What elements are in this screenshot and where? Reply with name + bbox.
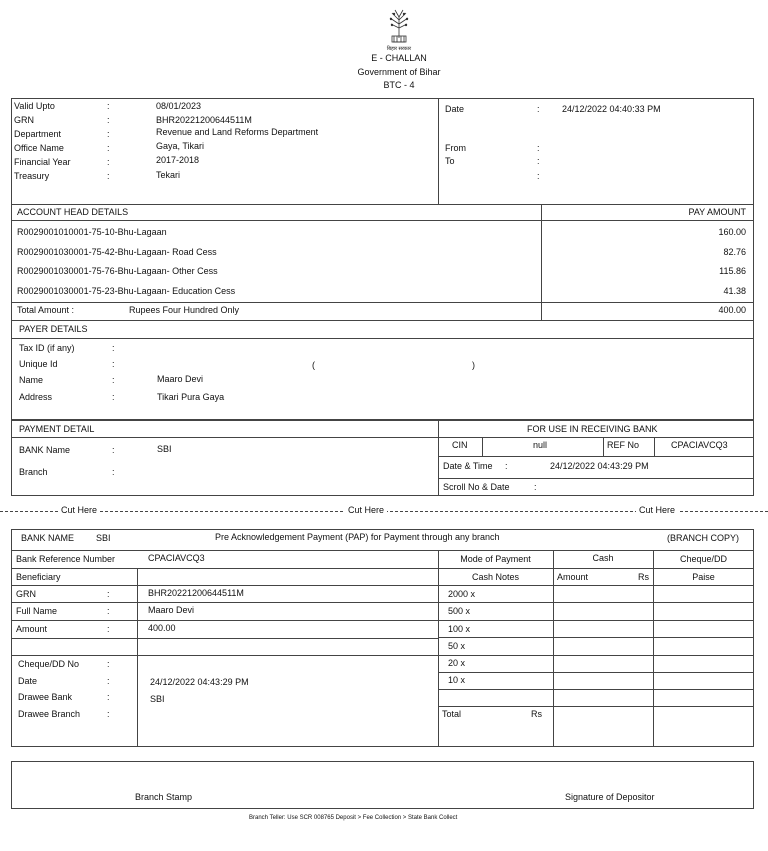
cut-here-left: Cut Here	[58, 505, 100, 516]
cheque-no-label: Cheque/DD No	[18, 659, 80, 669]
rs-col-label: Rs	[638, 572, 649, 582]
bank-use-title: FOR USE IN RECEIVING BANK	[527, 424, 658, 434]
office-value: Gaya, Tikari	[156, 141, 205, 151]
govt-name: Government of Bihar	[357, 67, 441, 77]
account-head-row: R0029001030001-75-42-Bhu-Lagaan- Road Cess	[17, 247, 217, 257]
grn-value: BHR20221200644511M	[156, 115, 252, 125]
valid-upto-value: 08/01/2023	[156, 101, 202, 111]
pay-amount-title: PAY AMOUNT	[688, 207, 746, 217]
department-label: Department	[14, 129, 62, 139]
mode-of-payment-label: Mode of Payment	[460, 554, 531, 564]
date-value: 24/12/2022 04:40:33 PM	[562, 104, 661, 114]
ref-no-value: CPACIAVCQ3	[671, 440, 728, 450]
drawee-bank-value: SBI	[150, 694, 165, 704]
date-label: Date	[445, 104, 465, 114]
bihar-emblem-icon	[384, 8, 414, 48]
branch-label: Branch	[19, 467, 48, 477]
bank-ref-label: Bank Reference Number	[16, 554, 116, 564]
treasury-label: Treasury	[14, 171, 50, 181]
payer-name-label: Name	[19, 375, 44, 385]
fy-value: 2017-2018	[156, 155, 200, 165]
form-code: BTC - 4	[383, 80, 415, 90]
from-label: From	[445, 143, 466, 153]
account-amount: 160.00	[718, 227, 746, 237]
drawee-bank-label: Drawee Bank	[18, 692, 73, 702]
payer-details-title: PAYER DETAILS	[19, 324, 88, 334]
datetime-label: Date & Time	[443, 461, 493, 471]
note-denomination: 10 x	[448, 675, 466, 685]
valid-upto-label: Valid Upto	[14, 101, 55, 111]
beneficiary-label: Beneficiary	[16, 572, 61, 582]
account-head-title: ACCOUNT HEAD DETAILS	[17, 207, 129, 217]
office-label: Office Name	[14, 143, 64, 153]
challan-box	[11, 98, 754, 420]
payment-detail-title: PAYMENT DETAIL	[19, 424, 95, 434]
tax-id-label: Tax ID (if any)	[19, 343, 75, 353]
paise-col-label: Paise	[692, 572, 715, 582]
unique-id-label: Unique Id	[19, 359, 58, 369]
full-name-label: Full Name	[16, 606, 58, 616]
bank-name-label: BANK Name	[19, 445, 71, 455]
cash-notes-label: Cash Notes	[471, 572, 520, 582]
account-amount: 82.76	[723, 247, 746, 257]
treasury-value: Tekari	[156, 170, 181, 180]
cin-label: CIN	[452, 440, 468, 450]
emblem-caption: बिहार सरकार	[386, 46, 412, 52]
account-amount: 115.86	[719, 266, 746, 276]
datetime-value: 24/12/2022 04:43:29 PM	[550, 461, 649, 471]
total-label: Total	[442, 709, 462, 719]
full-name-value: Maaro Devi	[148, 605, 195, 615]
branch-copy-label: (BRANCH COPY)	[667, 533, 740, 543]
account-head-row: R0029001030001-75-76-Bhu-Lagaan- Other Cess	[17, 266, 218, 276]
total-amount-words: Rupees Four Hundred Only	[129, 305, 240, 315]
pap-bank-name-value: SBI	[96, 533, 111, 543]
total-rs-label: Rs	[531, 709, 542, 719]
cut-here-middle: Cut Here	[345, 505, 387, 516]
pap-title: Pre Acknowledgement Payment (PAP) for Payment through any branch	[215, 532, 500, 542]
note-denomination: 2000 x	[448, 589, 476, 599]
scroll-label: Scroll No & Date	[443, 482, 510, 492]
note-denomination: 100 x	[448, 624, 471, 634]
account-amount: 41.38	[723, 286, 746, 296]
to-label: To	[445, 156, 455, 166]
cheque-dd-label: Cheque/DD	[679, 554, 728, 564]
pap-amount-label: Amount	[16, 624, 48, 634]
payer-name-value: Maaro Devi	[157, 374, 204, 384]
fy-label: Financial Year	[14, 157, 71, 167]
cut-here-right: Cut Here	[636, 505, 678, 516]
cin-value: null	[533, 440, 548, 450]
depositor-signature-label: Signature of Depositor	[565, 792, 655, 802]
branch-teller-note: Branch Teller: Use SCR 008765 Deposit > Fee Collection > State Bank Collect	[249, 815, 458, 821]
pap-bank-name-label: BANK NAME	[21, 533, 75, 543]
payer-address-value: Tikari Pura Gaya	[157, 392, 225, 402]
ref-no-label: REF No	[607, 440, 640, 450]
note-denomination: 50 x	[448, 641, 466, 651]
department-value: Revenue and Land Reforms Department	[156, 127, 319, 137]
cash-label: Cash	[592, 553, 614, 563]
amount-col-label: Amount	[557, 572, 589, 582]
pap-grn-value: BHR20221200644511M	[148, 588, 244, 598]
cheque-date-value: 24/12/2022 04:43:29 PM	[150, 677, 249, 687]
note-denomination: 20 x	[448, 658, 466, 668]
cheque-date-label: Date	[18, 676, 38, 686]
challan-title: E - CHALLAN	[371, 53, 427, 63]
bank-name-value: SBI	[157, 444, 172, 454]
grn-label: GRN	[14, 115, 34, 125]
note-denomination: 500 x	[448, 606, 471, 616]
pap-amount-value: 400.00	[148, 623, 176, 633]
drawee-branch-label: Drawee Branch	[18, 709, 81, 719]
total-amount-value: 400.00	[718, 305, 746, 315]
bank-ref-value: CPACIAVCQ3	[148, 553, 205, 563]
pap-grn-label: GRN	[16, 589, 36, 599]
branch-stamp-label: Branch Stamp	[135, 792, 193, 802]
payer-address-label: Address	[19, 392, 53, 402]
total-amount-label: Total Amount :	[17, 305, 75, 315]
account-head-row: R0029001010001-75-10-Bhu-Lagaan	[17, 227, 167, 237]
account-head-row: R0029001030001-75-23-Bhu-Lagaan- Education Cess	[17, 286, 236, 296]
